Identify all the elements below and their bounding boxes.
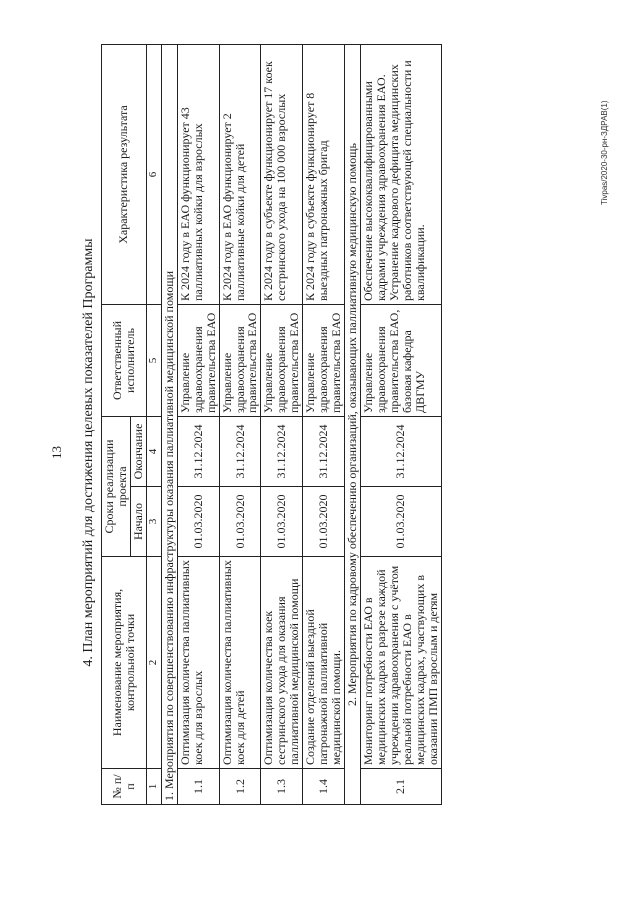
column-number: 1 [146,769,161,805]
row-number: 1.1 [177,769,219,805]
header-name: Наименование мероприятия, контрольной точки [102,557,147,769]
row-start: 01.03.2020 [303,487,345,557]
row-result: К 2024 году в субъекте функционирует 8 выездных патронажных бригад [303,45,345,305]
header-end: Окончание [130,417,146,487]
row-executor: Управление здравоохранения правительства ЕАО [177,305,219,417]
row-executor: Управление здравоохранения правительства ЕАО [303,305,345,417]
row-start: 01.03.2020 [261,487,303,557]
row-end: 31.12.2024 [303,417,345,487]
row-start: 01.03.2020 [219,487,261,557]
table-row [303,45,345,805]
table-row [261,45,303,805]
row-name: Мониторинг потребности ЕАО в медицинских кадрах в разрезе каждой учреждении здравоохранения с учётом реальной потребности ЕАО в медицинских кадрах, участвующих в оказании ПМП взрослым и детям [361,557,442,769]
row-name: Оптимизация количества коек сестринского ухода для оказания паллиативной медицинской помощи [261,557,303,769]
row-result: К 2024 году в субъекте функционирует 17 коек сестринского ухода на 100 000 взрослых [261,45,303,305]
document-code: Tivpas/2020-30-pн-ЗДРАВ(1) [600,100,609,205]
header-executor: Ответственный исполнитель [102,305,147,417]
section-title: 1. Мероприятия по совершенствованию инфраструктуры оказания паллиативной медицинской помощи [161,45,177,805]
row-name: Оптимизация количества паллиативных коек для детей [219,557,261,769]
header-row [102,45,131,805]
row-result: Обеспечение высококвалифицированными кадрами учреждения здравоохранения ЕАО. Устранение кадрового дефицита медицинских работников соответствующей специальности и квалификации. [361,45,442,305]
column-number: 4 [146,417,161,487]
row-result: К 2024 году в ЕАО функционирует 2 паллиативные койки для детей [219,45,261,305]
section-row [161,45,177,805]
table-row [361,45,442,805]
header-period: Сроки реализации проекта [102,417,131,557]
row-executor: Управление здравоохранения правительства ЕАО [219,305,261,417]
row-result: К 2024 году в ЕАО функционирует 43 паллиативных койки для взрослых [177,45,219,305]
table-row [177,45,219,805]
column-number: 3 [146,487,161,557]
column-number: 6 [146,45,161,305]
row-executor: Управление здравоохранения правительства ЕАО, базовая кафедра ДВГМУ [361,305,442,417]
row-end: 31.12.2024 [219,417,261,487]
row-number: 1.4 [303,769,345,805]
row-number: 2.1 [361,769,442,805]
header-start: Начало [130,487,146,557]
section-row [345,45,361,805]
row-end: 31.12.2024 [361,417,442,487]
row-number: 1.2 [219,769,261,805]
row-end: 31.12.2024 [177,417,219,487]
row-start: 01.03.2020 [361,487,442,557]
row-executor: Управление здравоохранения правительства ЕАО [261,305,303,417]
plan-table [101,44,442,805]
section-title: 2. Мероприятия по кадровому обеспечению организаций, оказывающих паллиативную медицинскую помощь [345,45,361,805]
column-number: 2 [146,557,161,769]
document-title: 4. План мероприятий для достижения целевых показателей Программы [81,238,96,667]
header-result: Характеристика результата [102,45,147,305]
row-name: Создание отделений выездной патронажной паллиативной медицинской помощи. [303,557,345,769]
row-number: 1.3 [261,769,303,805]
row-start: 01.03.2020 [177,487,219,557]
header-num: № п/п [102,769,147,805]
column-number-row [146,45,161,805]
column-number: 5 [146,305,161,417]
page-number: 13 [49,446,64,459]
row-name: Оптимизация количества паллиативных коек для взрослых [177,557,219,769]
table-row [219,45,261,805]
row-end: 31.12.2024 [261,417,303,487]
